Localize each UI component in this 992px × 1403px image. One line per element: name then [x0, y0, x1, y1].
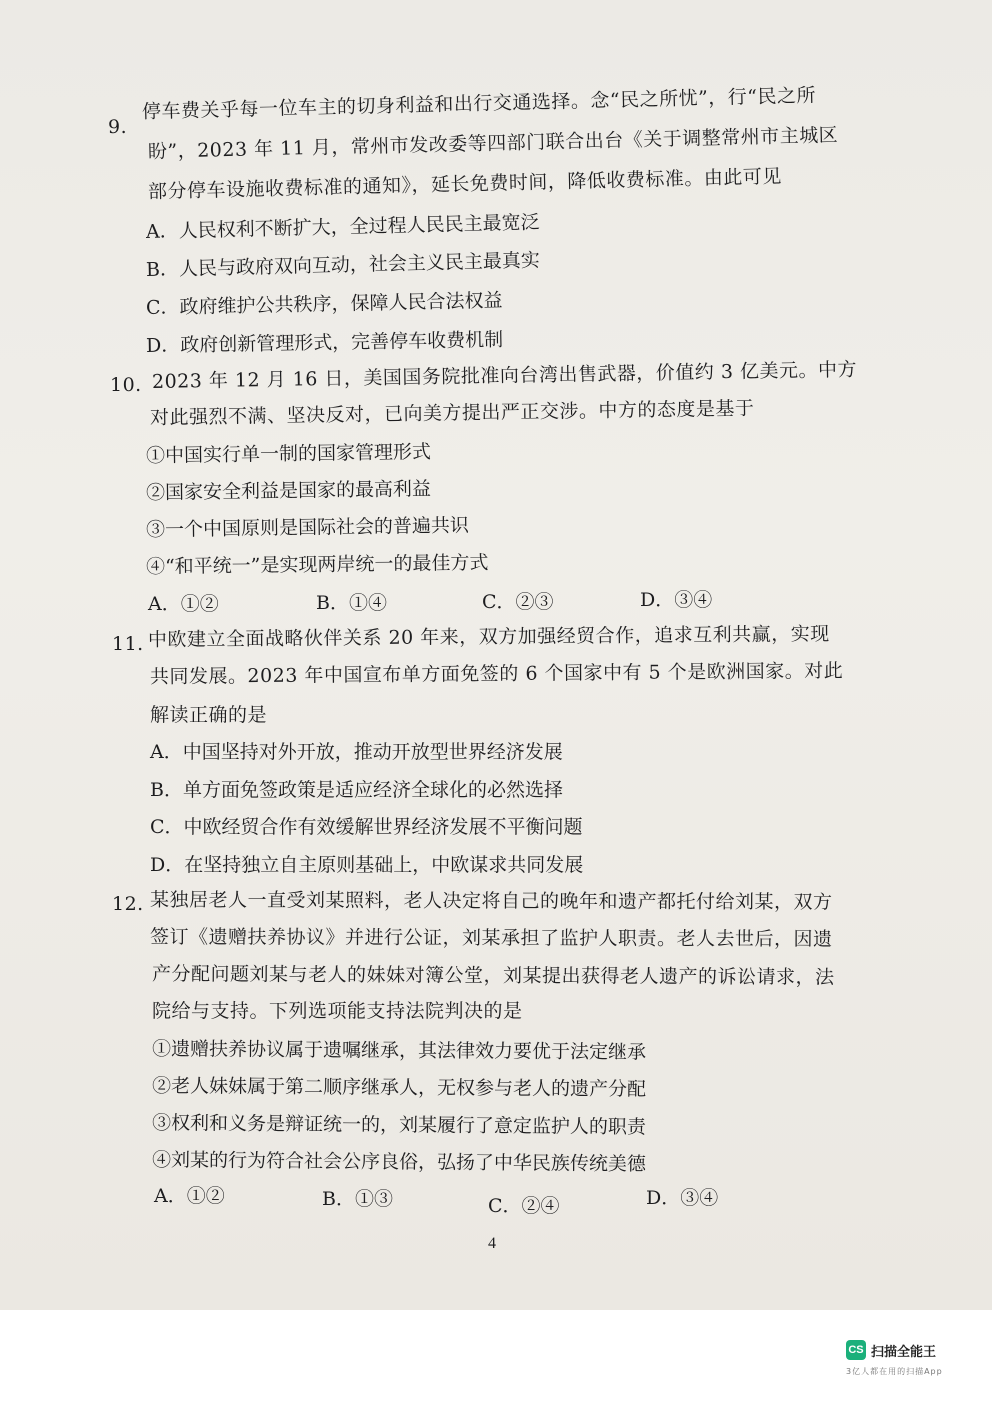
question-stem-line: 解读正确的是 — [150, 704, 268, 726]
option-d: D．政府创新管理形式，完善停车收费机制 — [145, 328, 504, 357]
option-b: B．单方面免签政策是适应经济全球化的必然选择 — [150, 779, 563, 801]
scan-bottom-margin — [0, 1310, 992, 1403]
question-number: 11. — [112, 633, 144, 655]
question-stem-line: 签订《遗赠扶养协议》并进行公证，刘某承担了监护人职责。老人去世后，因遗 — [149, 926, 833, 951]
choice-a: A．①② — [154, 1185, 225, 1207]
question-number: 12. — [112, 893, 144, 915]
statement-2: ②国家安全利益是国家的最高利益 — [145, 478, 432, 504]
statement-3: ③权利和义务是辩证统一的，刘某履行了意定监护人的职责 — [151, 1112, 647, 1139]
question-stem-line: 产分配问题刘某与老人的妹妹对簿公堂，刘某提出获得老人遗产的诉讼请求，法 — [151, 963, 835, 989]
statement-4: ④“和平统一”是实现两岸统一的最佳方式 — [145, 551, 489, 578]
camscanner-watermark — [846, 1340, 936, 1360]
option-d: D．在坚持独立自主原则基础上，中欧谋求共同发展 — [150, 854, 584, 876]
question-number: 9. — [108, 116, 128, 138]
watermark-tagline: 3亿人都在用的扫描App — [846, 1367, 943, 1376]
question-stem-line: 中欧建立全面战略伙伴关系 20 年来，双方加强经贸合作，追求互利共赢，实现 — [147, 623, 830, 651]
watermark-app-name: 扫描全能王 — [871, 1344, 937, 1360]
statement-1: ①遗赠扶养协议属于遗嘱继承，其法律效力要优于法定继承 — [151, 1038, 647, 1064]
question-stem-line: 对此强烈不满、坚决反对，已向美方提出严正交涉。中方的态度是基于 — [149, 397, 755, 429]
question-number: 10. — [110, 374, 142, 396]
statement-3: ③一个中国原则是国际社会的普遍共识 — [145, 514, 470, 541]
choice-b: B．①③ — [322, 1188, 393, 1210]
choice-c: C．②④ — [488, 1195, 560, 1217]
statement-1: ①中国实行单一制的国家管理形式 — [145, 441, 432, 467]
statement-4: ④刘某的行为符合社会公序良俗，弘扬了中华民族传统美德 — [151, 1149, 647, 1176]
question-stem-line: 停车费关乎每一位车主的切身利益和出行交通选择。念“民之所忧”，行“民之所 — [141, 84, 817, 123]
option-c: C．政府维护公共秩序，保障人民合法权益 — [145, 289, 503, 319]
question-stem-line: 部分停车设施收费标准的通知》，延长免费时间，降低收费标准。由此可见 — [147, 165, 783, 203]
option-a: A．中国坚持对外开放，推动开放型世界经济发展 — [150, 741, 563, 763]
option-c: C．中欧经贸合作有效缓解世界经济发展不平衡问题 — [150, 816, 583, 838]
choice-c: C．②③ — [482, 591, 554, 613]
question-stem-line: 2023 年 12 月 16 日，美国国务院批准向台湾出售武器，价值约 3 亿美元。中方 — [151, 358, 858, 393]
question-stem-line: 院给与支持。下列选项能支持法院判决的是 — [152, 1000, 523, 1022]
choice-d: D．③④ — [646, 1187, 719, 1209]
camscanner-logo-icon: CS — [846, 1340, 866, 1360]
option-b: B．人民与政府双向互动，社会主义民主最真实 — [145, 249, 541, 281]
statement-2: ②老人妹妹属于第二顺序继承人，无权参与老人的遗产分配 — [151, 1075, 647, 1101]
question-stem-line: 某独居老人一直受刘某照料，老人决定将自己的晚年和遗产都托付给刘某，双方 — [149, 889, 833, 914]
page-number: 4 — [488, 1235, 496, 1252]
choice-b: B．①④ — [316, 592, 387, 614]
question-stem-line: 共同发展。2023 年中国宣布单方面免签的 6 个国家中有 5 个是欧洲国家。对此 — [149, 659, 844, 688]
question-stem-line: 盼”，2023 年 11 月，常州市发改委等四部门联合出台《关于调整常州市主城区 — [147, 124, 839, 163]
choice-d: D．③④ — [640, 589, 713, 611]
option-a: A．人民权利不断扩大，全过程人民民主最宽泛 — [145, 211, 540, 243]
choice-a: A．①② — [148, 593, 219, 615]
